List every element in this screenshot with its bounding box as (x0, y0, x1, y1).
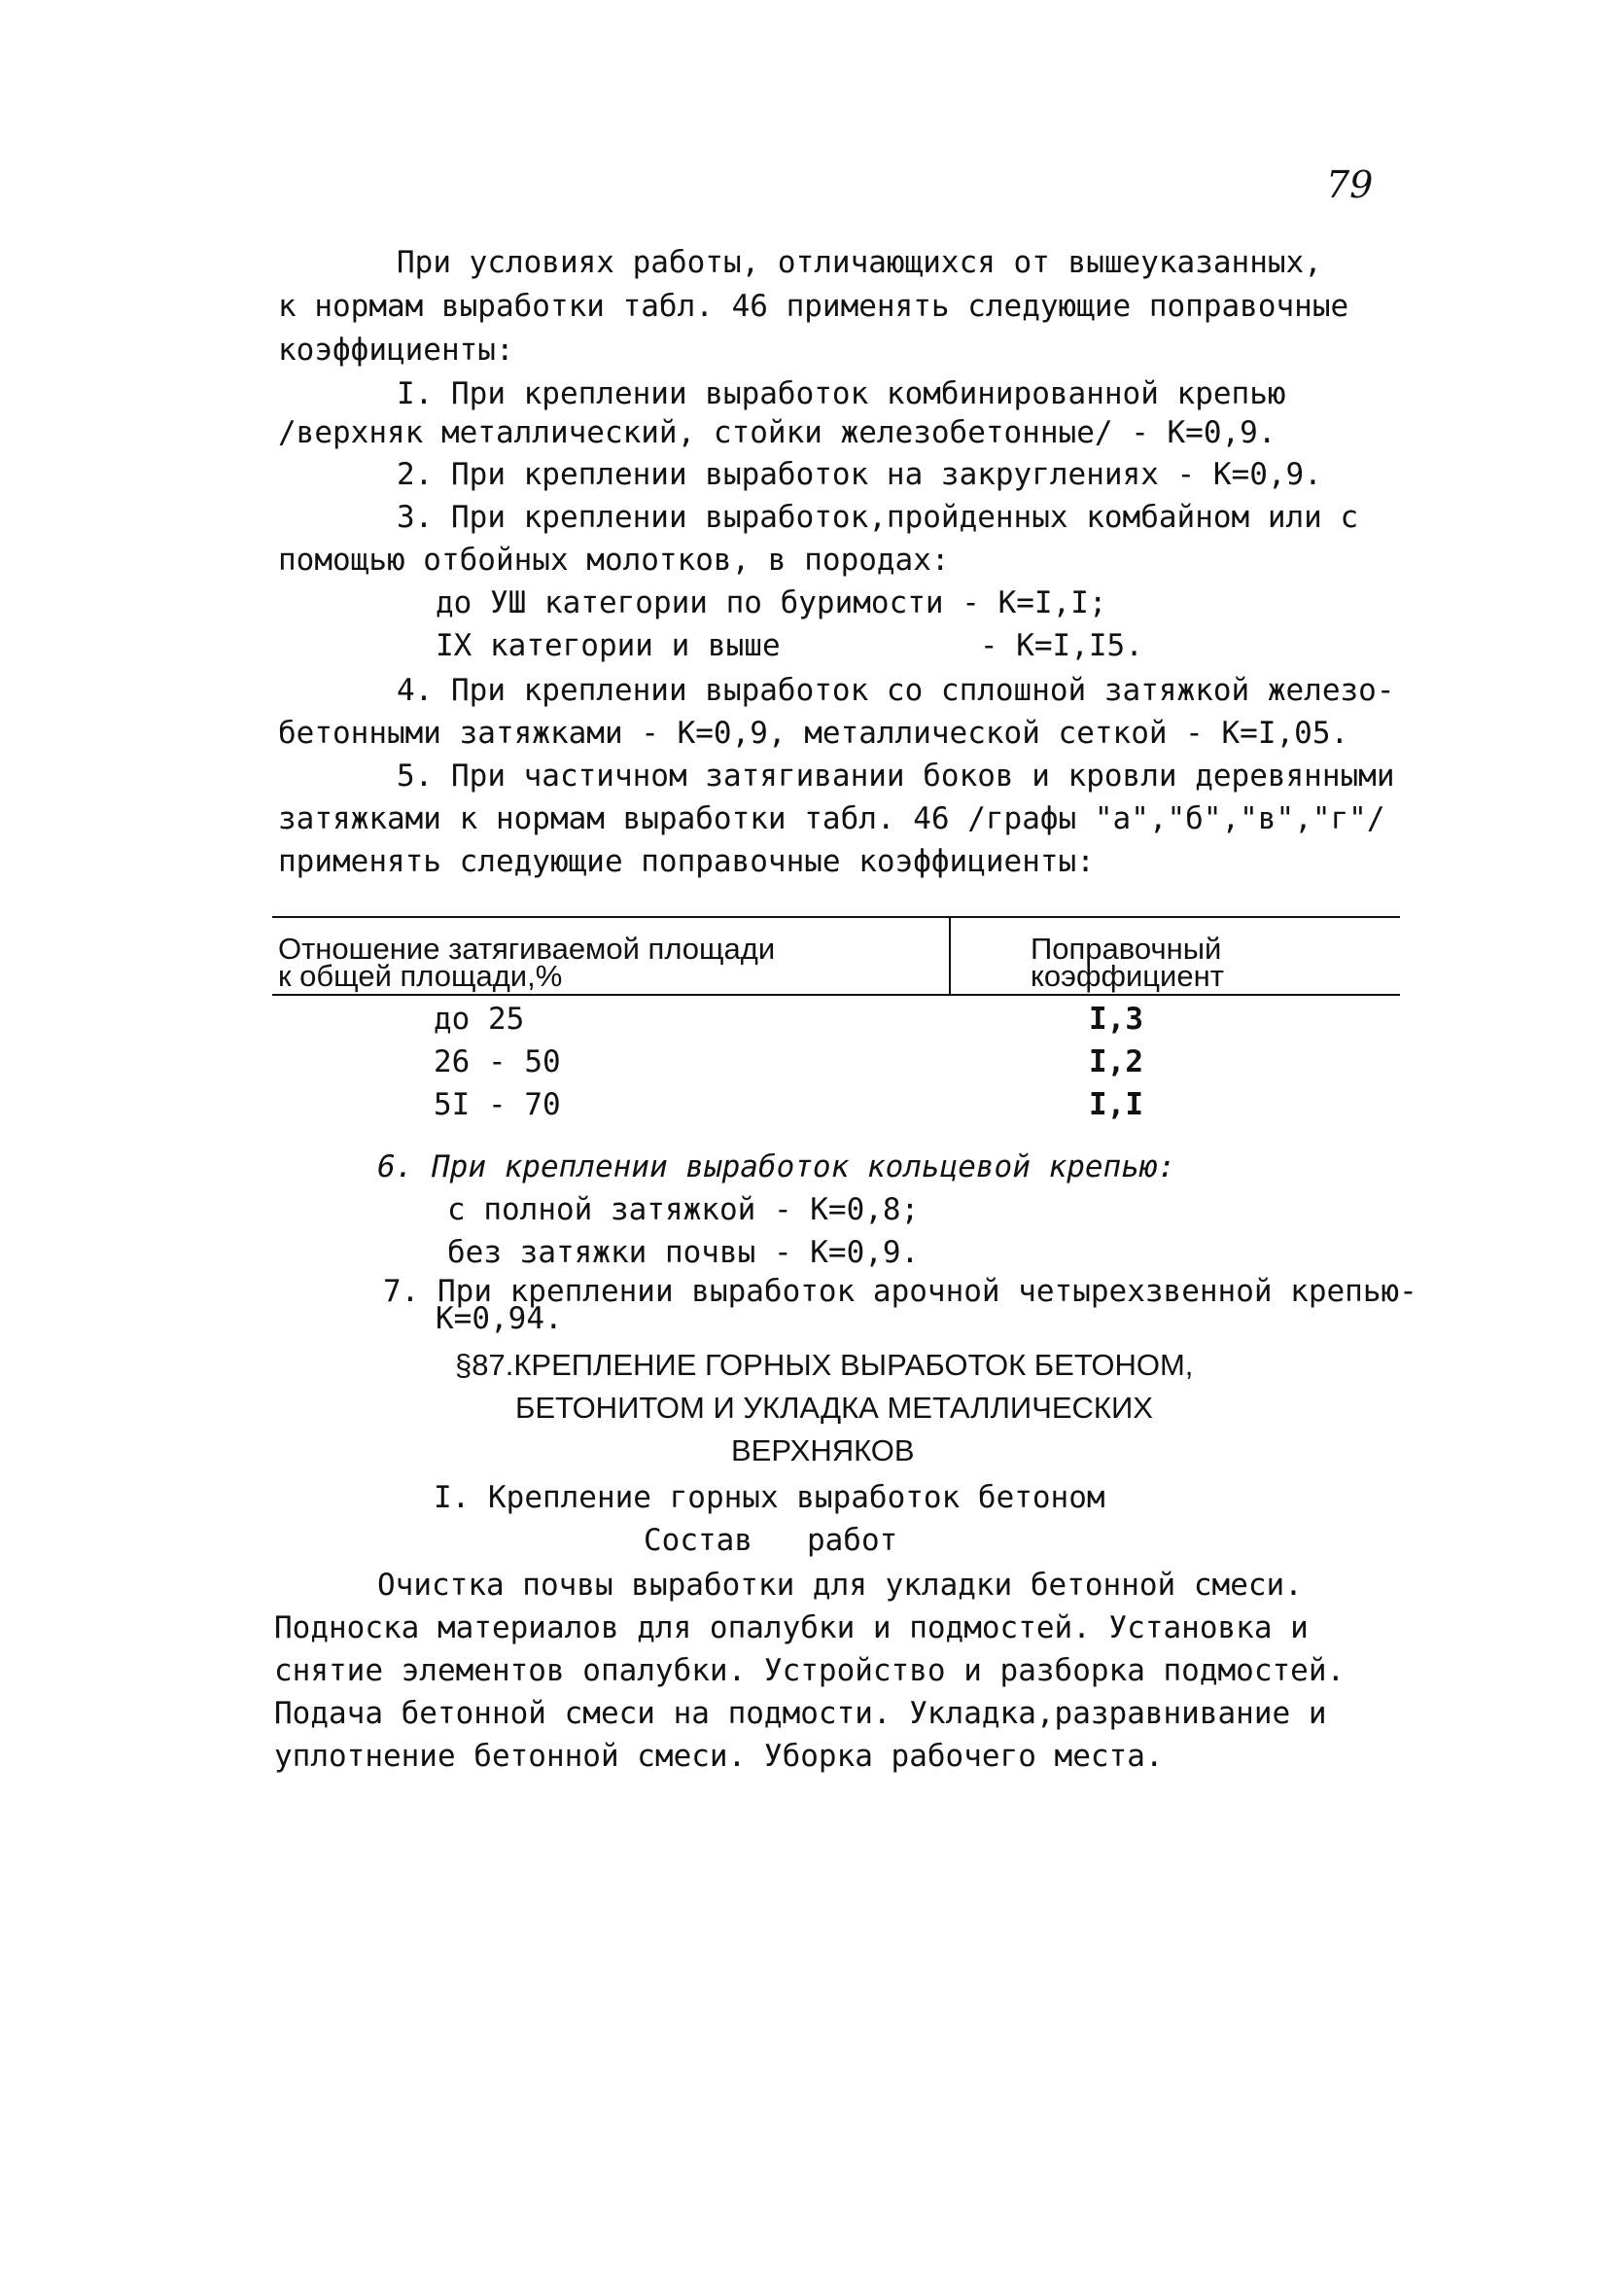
table-row-3-coef: I,I (1089, 1087, 1143, 1122)
item-6-line-3: без затяжки почвы - К=0,9. (447, 1235, 920, 1270)
section-subtitle: I. Крепление горных выработок бетоном (434, 1480, 1105, 1515)
table-header-left-2: к общей площади,% (278, 959, 563, 993)
item-6-line-1: 6. При креплении выработок кольцевой крепью: (377, 1149, 1176, 1184)
intro-line-3: коэффициенты: (278, 333, 514, 368)
item-1-line-2: /верхняк металлический, стойки железобетонные/ - К=0,9. (278, 415, 1277, 450)
table-header-left-1: Отношение затягиваемой площади (278, 932, 776, 966)
section-body-line-4: Подача бетонной смеси на подмости. Укладка,разравнивание и (274, 1696, 1327, 1731)
table-top-rule (272, 916, 1400, 918)
table-row-1-coef: I,3 (1089, 1002, 1143, 1037)
item-6-line-2: с полной затяжкой - К=0,8; (447, 1192, 920, 1227)
item-3-line-4: IX категории и выше - К=I,I5. (436, 628, 1143, 663)
table-row-2-range: 26 - 50 (434, 1044, 561, 1079)
intro-line-2: к нормам выработки табл. 46 применять следующие поправочные (278, 289, 1349, 324)
item-4-line-2: бетонными затяжками - К=0,9, металлической сеткой - К=I,05. (278, 716, 1349, 751)
item-5-line-3: применять следующие поправочные коэффициенты: (278, 844, 1095, 879)
section-body-line-5: уплотнение бетонной смеси. Уборка рабочего места. (274, 1739, 1164, 1774)
section-body-line-2: Подноска материалов для опалубки и подмостей. Установка и (274, 1610, 1309, 1645)
section-body-line-1: Очистка почвы выработки для укладки бетонной смеси. (377, 1568, 1303, 1603)
table-header-rule (272, 994, 1400, 996)
item-2-line-1: 2. При креплении выработок на закруглениях - К=0,9. (397, 457, 1322, 492)
section-title-line-3: ВЕРХНЯКОВ (731, 1433, 915, 1467)
table-column-separator (949, 916, 951, 996)
item-3-line-2: помощью отбойных молотков, в породах: (278, 543, 950, 578)
item-5-line-1: 5. При частичном затягивании боков и кровли деревянными (397, 759, 1395, 794)
section-title-line-2: БЕТОНИТОМ И УКЛАДКА МЕТАЛЛИЧЕСКИХ (515, 1391, 1153, 1425)
item-7-line-1: 7. При креплении выработок арочной четырехзвенной крепью- (383, 1274, 1417, 1309)
item-7-line-2: К=0,94. (436, 1301, 563, 1336)
item-1-line-1: I. При креплении выработок комбинированной крепью (397, 376, 1286, 411)
section-body-line-3: снятие элементов опалубки. Устройство и разборка подмостей. (274, 1653, 1346, 1688)
section-title-line-1: §87.КРЕПЛЕНИЕ ГОРНЫХ ВЫРАБОТОК БЕТОНОМ, (455, 1348, 1194, 1382)
page-number: 79 (1326, 163, 1374, 206)
item-5-line-2: затяжками к нормам выработки табл. 46 /графы "а","б","в","г"/ (278, 801, 1385, 836)
item-3-line-1: 3. При креплении выработок,пройденных комбайном или с (397, 500, 1359, 535)
table-row-1-range: до 25 (434, 1002, 525, 1037)
intro-line-1: При условиях работы, отличающихся от вышеуказанных, (397, 245, 1322, 280)
table-header-right-2: коэффициент (1031, 959, 1224, 993)
table-row-2-coef: I,2 (1089, 1044, 1143, 1079)
item-4-line-1: 4. При креплении выработок со сплошной затяжкой железо- (397, 673, 1395, 708)
table-header-right-1: Поправочный (1031, 932, 1222, 966)
item-3-line-3: до УШ категории по буримости - К=I,I; (436, 585, 1107, 620)
work-heading: Состав работ (644, 1523, 898, 1558)
table-row-3-range: 5I - 70 (434, 1087, 561, 1122)
